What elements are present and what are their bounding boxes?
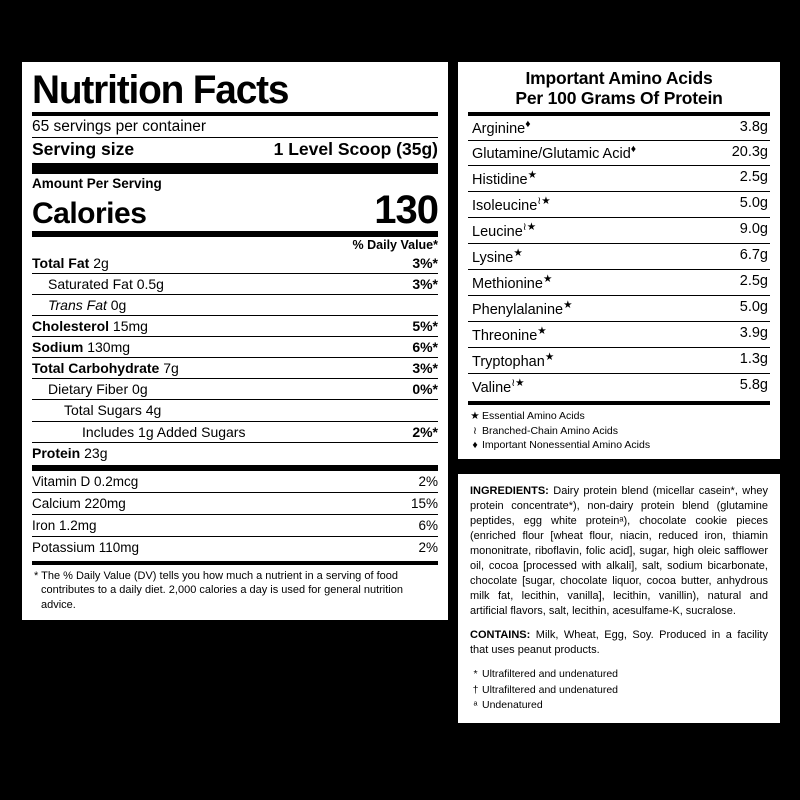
vitamin-name: Iron 1.2mg (32, 517, 97, 533)
amino-acid-value: 9.0g (739, 221, 768, 238)
amount-per-serving-label: Amount Per Serving (32, 175, 162, 191)
contains-heading: CONTAINS: (470, 628, 531, 641)
table-row (32, 336, 438, 357)
vitamin-dv: 2% (418, 473, 438, 489)
amino-acid-value: 6.7g (739, 247, 768, 264)
servings-per-container: 65 servings per container (32, 117, 207, 135)
table-row (468, 191, 770, 217)
table-row (468, 217, 770, 243)
amino-acids-title-line2: Per 100 Grams Of Protein (515, 87, 723, 108)
nutrient-amount: 0g (132, 381, 148, 398)
ingredients-body: Dairy protein blend (micellar casein*, whey protein concentrate*), non-dairy protein blend (glutamine peptides, egg white proteinᵃ), chocolate cookie pieces (enriched flour [wheat flour, niacin, reduced iron, thiamin mononitrate, riboflavin, folic acid], sugar, high oleic safflower oil, cocoa [processed with alkali], salt, sodium bicarbonate, chocolate [sugar, chocolate liquor, cocoa butter, anhydrous milk fat, lecithin, vanilla], lecithin, vanillin), natural and artificial flavors, salt, lecithin, acesulfame-K, sucralose. (470, 485, 768, 617)
daily-value-footnote: * The % Daily Value (DV) tells you how much a nutrient in a serving of food contributes to a daily diet. 2,000 calories a day is used for general nutrition advice. (34, 569, 403, 611)
serving-size-label: Serving size (32, 138, 135, 159)
star-icon: ★ (470, 410, 480, 423)
vitamin-name: Vitamin D 0.2mcg (32, 473, 139, 489)
ingredients-text (470, 484, 768, 619)
diamond-icon: ♦ (472, 438, 478, 451)
legend-item (472, 438, 770, 452)
table-row (32, 357, 438, 378)
amino-acids-legend (468, 405, 770, 452)
nutrient-amount: 7g (163, 360, 179, 377)
table-row (468, 116, 770, 140)
amino-acid-name: Leucine (472, 224, 523, 241)
table-row (32, 378, 438, 399)
amino-acid-value: 2.5g (739, 273, 768, 290)
contains-text (470, 619, 768, 658)
amino-acid-marks: ★ (563, 300, 573, 312)
table-row (468, 347, 770, 373)
amino-acid-value: 5.0g (739, 299, 768, 316)
amino-acid-marks: ♦ (630, 144, 637, 156)
table-row (32, 421, 438, 442)
branched-chain-icon: ≀ (473, 424, 477, 437)
nutrient-amount: 0.5g (136, 275, 164, 292)
divider (32, 163, 438, 174)
nutrient-name: Cholesterol (32, 318, 110, 335)
nutrient-amount: 130mg (87, 339, 131, 356)
table-row (468, 165, 770, 191)
superscript-a-icon: ᵃ (473, 698, 478, 711)
amino-acids-title (468, 69, 770, 112)
vitamin-dv: 2% (418, 539, 438, 555)
nutrient-name: Total Fat (32, 254, 90, 271)
amino-acid-name: Methionine (472, 276, 543, 293)
table-row (468, 269, 770, 295)
table-row (32, 399, 438, 420)
amino-acid-value: 2.5g (739, 169, 768, 186)
amino-acid-value: 3.8g (739, 119, 768, 136)
amino-acid-marks: ★ (537, 326, 547, 338)
table-row (468, 140, 770, 165)
amino-acid-value: 5.8g (739, 377, 768, 394)
nutrient-dv: 0%* (412, 381, 438, 398)
table-row (32, 442, 438, 463)
ingredients-heading: INGREDIENTS: (470, 485, 549, 497)
amino-acid-name: Valine (472, 380, 512, 397)
nutrient-dv: 6%* (412, 339, 438, 356)
calories-row (32, 187, 438, 232)
table-row (32, 315, 438, 336)
amino-acid-name: Threonine (472, 328, 538, 345)
note-label: Undenatured (482, 698, 543, 711)
nutrient-amount: 15mg (112, 318, 148, 335)
calories-label: Calories (32, 196, 147, 230)
table-row (32, 294, 438, 315)
note-item (472, 683, 768, 698)
table-row (32, 514, 438, 536)
nutrient-amount: 1g Added Sugars (138, 423, 246, 440)
nutrient-amount: 23g (84, 444, 108, 461)
nutrition-facts-panel (22, 62, 448, 620)
nutrient-dv: 3%* (412, 275, 438, 292)
amino-acid-name: Isoleucine (472, 198, 538, 215)
note-label: Ultrafiltered and undenatured (482, 683, 619, 696)
amino-acid-marks: ≀★ (511, 378, 525, 390)
nutrient-amount: 2g (93, 254, 109, 271)
amino-acid-name: Arginine (472, 121, 526, 138)
vitamin-name: Potassium 110mg (32, 539, 140, 555)
contains-body: Milk, Wheat, Egg, Soy. Produced in a facility that uses peanut products. (470, 628, 768, 656)
nutrition-facts-title: Nutrition Facts (32, 68, 289, 112)
amino-acid-marks: ★ (513, 248, 523, 260)
vitamin-rows (32, 471, 438, 558)
amino-acids-title-line1: Important Amino Acids (525, 68, 713, 88)
amino-acids-panel (458, 62, 780, 459)
legend-label: Essential Amino Acids (482, 410, 585, 423)
daily-value-header: % Daily Value* (352, 237, 438, 252)
nutrient-name: Saturated Fat (48, 275, 133, 292)
amino-acid-marks: ♦ (525, 119, 531, 131)
amino-acid-name: Tryptophan (472, 354, 545, 371)
amino-acid-name: Lysine (472, 250, 514, 267)
table-row (32, 253, 438, 273)
amino-acid-name: Histidine (472, 172, 528, 189)
serving-size-value: 1 Level Scoop (35g) (273, 138, 438, 159)
nutrient-name: Total Carbohydrate (32, 360, 160, 377)
amino-acid-marks: ≀★ (537, 196, 551, 208)
amino-acid-rows (468, 116, 770, 399)
legend-label: Important Nonessential Amino Acids (482, 438, 651, 451)
nutrient-name: Total Sugars (64, 402, 142, 419)
vitamin-name: Calcium 220mg (32, 495, 126, 511)
amino-acid-marks: ★ (544, 352, 555, 364)
note-item (473, 698, 768, 713)
table-row (32, 471, 438, 492)
note-label: Ultrafiltered and undenatured (482, 668, 619, 681)
amino-acid-marks: ★ (542, 274, 553, 286)
nutrient-name: Sodium (32, 339, 84, 356)
amino-acid-marks: ≀★ (522, 222, 537, 234)
ingredients-panel (458, 474, 780, 723)
table-row (468, 373, 770, 399)
legend-label: Branched-Chain Amino Acids (482, 424, 618, 437)
amino-acid-value: 3.9g (739, 325, 768, 342)
legend-item (470, 409, 770, 423)
amino-acid-name: Phenylalanine (472, 302, 564, 319)
amino-acid-marks: ★ (527, 170, 537, 182)
nutrient-amount: 4g (145, 402, 162, 419)
ingredients-notes (470, 657, 768, 713)
table-row (32, 273, 438, 294)
calories-value: 130 (374, 187, 438, 232)
table-row (32, 536, 438, 558)
asterisk-icon: * (473, 668, 478, 681)
amino-acid-value: 20.3g (731, 144, 768, 161)
legend-item (473, 424, 770, 438)
nutrient-dv: 3%* (412, 360, 438, 377)
nutrient-name: Dietary Fiber (48, 381, 129, 398)
table-row (468, 243, 770, 269)
table-row (32, 492, 438, 514)
nutrient-dv: 2%* (412, 423, 438, 440)
vitamin-dv: 6% (418, 517, 438, 533)
amino-acid-name: Glutamine/Glutamic Acid (472, 146, 631, 163)
table-row (468, 295, 770, 321)
nutrient-rows (32, 253, 438, 463)
dagger-icon: † (472, 683, 479, 696)
table-row (468, 321, 770, 347)
nutrient-name: Includes (82, 423, 135, 440)
note-item (473, 667, 768, 682)
nutrient-dv: 5%* (412, 318, 438, 335)
nutrient-name: Protein (32, 444, 81, 461)
amino-acid-value: 5.0g (739, 195, 768, 212)
vitamin-dv: 15% (410, 495, 438, 511)
nutrient-amount: 0g (110, 296, 127, 313)
serving-size-row (32, 138, 438, 163)
amino-acid-value: 1.3g (739, 351, 768, 368)
nutrient-dv: 3%* (412, 254, 438, 271)
nutrient-name: Trans Fat (48, 296, 107, 313)
